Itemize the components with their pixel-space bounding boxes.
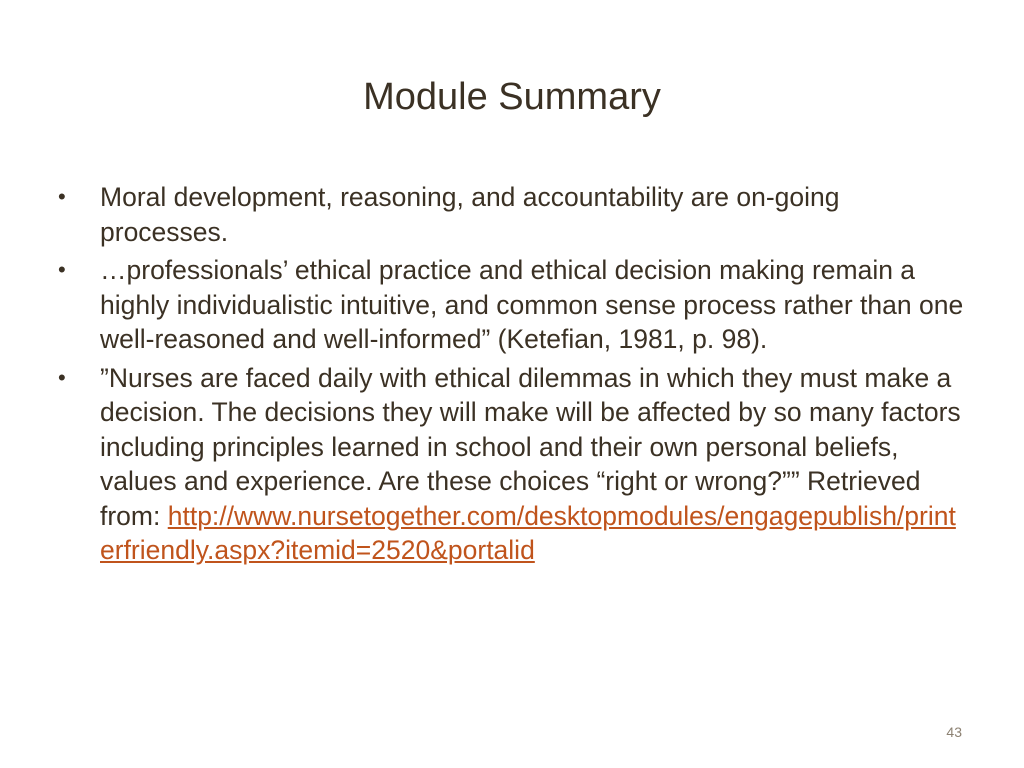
- slide-number: 43: [946, 724, 962, 740]
- bullet-text-2: …professionals’ ethical practice and ethical decision making remain a highly individualistic intuitive, and common sense process rather than one well-reasoned and well-informed” (Ketefian, 1981, p. 98).: [100, 255, 964, 354]
- bullet-marker-icon: •: [58, 184, 66, 209]
- bullet-marker-icon: •: [58, 257, 66, 282]
- bullet-item-1: [58, 180, 970, 249]
- slide-title: Module Summary: [363, 76, 661, 118]
- bullet-item-3: [58, 361, 970, 568]
- bullet-item-2: [58, 253, 970, 357]
- bullet-text-1: Moral development, reasoning, and accountability are on-going processes.: [100, 182, 840, 247]
- bullet-marker-icon: •: [58, 364, 66, 390]
- reference-link[interactable]: http://www.nursetogether.com/desktopmodules/engagepublish/printerfriendly.aspx?itemid=2520&portalid: [100, 500, 956, 565]
- bullet-text-3: ”Nurses are faced daily with ethical dilemmas in which they must make a decision. The decisions they will make will be affected by so many factors including principles learned in school and their own personal beliefs, values and experience. Are these choices “right or wrong?”” Retrieved from:: [100, 362, 961, 531]
- bullet-list: [58, 180, 970, 572]
